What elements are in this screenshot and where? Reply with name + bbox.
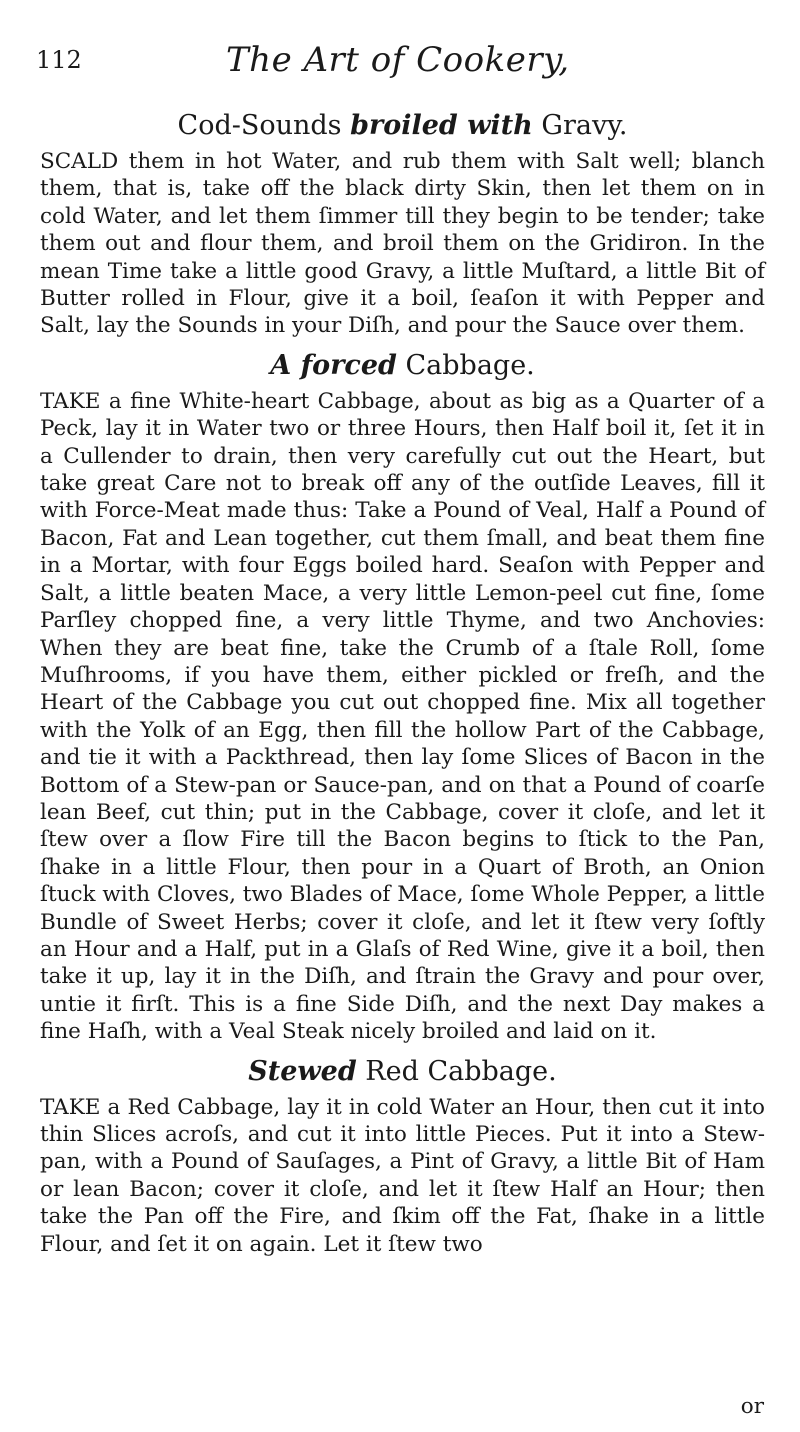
catchword: or <box>740 1394 764 1419</box>
recipe-forced-cabbage <box>40 348 765 1046</box>
recipe-cod-sounds <box>40 108 765 340</box>
recipe-body: TAKE a Red Cabbage, lay it in cold Water an Hour, then cut it into thin Slices acroſs, and cut it into little Pieces. Put it into a Stew-pan, with a Pound of Sauſages, a Pint of Gravy, a little Bit of Ham or lean Bacon; cover it cloſe, and let it ſtew Half an Hour; then take the Pan off the Fire, and ſkim off the Fat, ſhake in a little Flour, and ſet it on again. Let it ſtew two <box>40 1094 765 1257</box>
title-emphasis: broiled with <box>350 110 533 141</box>
recipe-text <box>40 108 765 1258</box>
recipe-title <box>40 348 765 384</box>
title-tail: Cabbage. <box>396 349 535 381</box>
page-header <box>36 40 776 86</box>
title-tail: Red Cabbage. <box>356 1055 557 1087</box>
recipe-stewed-red-cabbage <box>40 1054 765 1258</box>
page-number: 112 <box>36 46 82 74</box>
recipe-body: TAKE a fine White-heart Cabbage, about as big as a Quarter of a Peck, lay it in Water two or three Hours, then Half boil it, ſet it in a Cullender to drain, then very carefully cut out the Heart, but take great Care not to break off any of the outſide Leaves, fill it with Force-Meat made thus: Take a Pound of Veal, Half a Pound of Bacon, Fat and Lean together, cut them ſmall, and beat them fine in a Mortar, with four Eggs boiled hard. Seaſon with Pepper and Salt, a little beaten Mace, a very little Lemon-peel cut fine, ſome Parſley chopped fine, a very little Thyme, and two Anchovies: When they are beat fine, take the Crumb of a ſtale Roll, ſome Muſhrooms, if you have them, either pickled or freſh, and the Heart of the Cabbage you cut out chopped fine. Mix all together with the Yolk of an Egg, then fill the hollow Part of the Cabbage, and tie it with a Packthread, then lay ſome Slices of Bacon in the Bottom of a Stew-pan or Sauce-pan, and on that a Pound of coarſe lean Beef, cut thin; put in the Cabbage, cover it cloſe, and let it ſtew over a ſlow Fire till the Bacon begins to ſtick to the Pan, ſhake in a little Flour, then pour in a Quart of Broth, an Onion ſtuck with Cloves, two Blades of Mace, ſome Whole Pepper, a little Bundle of Sweet Herbs; cover it cloſe, and let it ſtew very ſoftly an Hour and a Half, put in a Glaſs of Red Wine, give it a boil, then take it up, lay it in the Diſh, and ſtrain the Gravy and pour over, untie it firſt. This is a fine Side Diſh, and the next Day makes a fine Haſh, with a Veal Steak nicely broiled and laid on it. <box>40 388 765 1045</box>
recipe-title <box>40 108 765 144</box>
title-emphasis: Stewed <box>248 1055 357 1087</box>
title-tail: Gravy. <box>532 110 628 141</box>
recipe-body: SCALD them in hot Water, and rub them with Salt well; blanch them, that is, take off the black dirty Skin, then let them on in cold Water, and let them ſimmer till they begin to be tender; take them out and flour them, and broil them on the Gridiron. In the mean Time take a little good Gravy, a little Muſtard, a little Bit of Butter rolled in Flour, give it a boil, ſeaſon it with Pepper and Salt, lay the Sounds in your Diſh, and pour the Sauce over them. <box>40 149 765 339</box>
running-head: The Art of Cookery, <box>226 40 570 80</box>
title-plain: Cod-Sounds <box>177 110 351 141</box>
title-emphasis: A forced <box>270 349 397 381</box>
recipe-title <box>40 1054 765 1090</box>
